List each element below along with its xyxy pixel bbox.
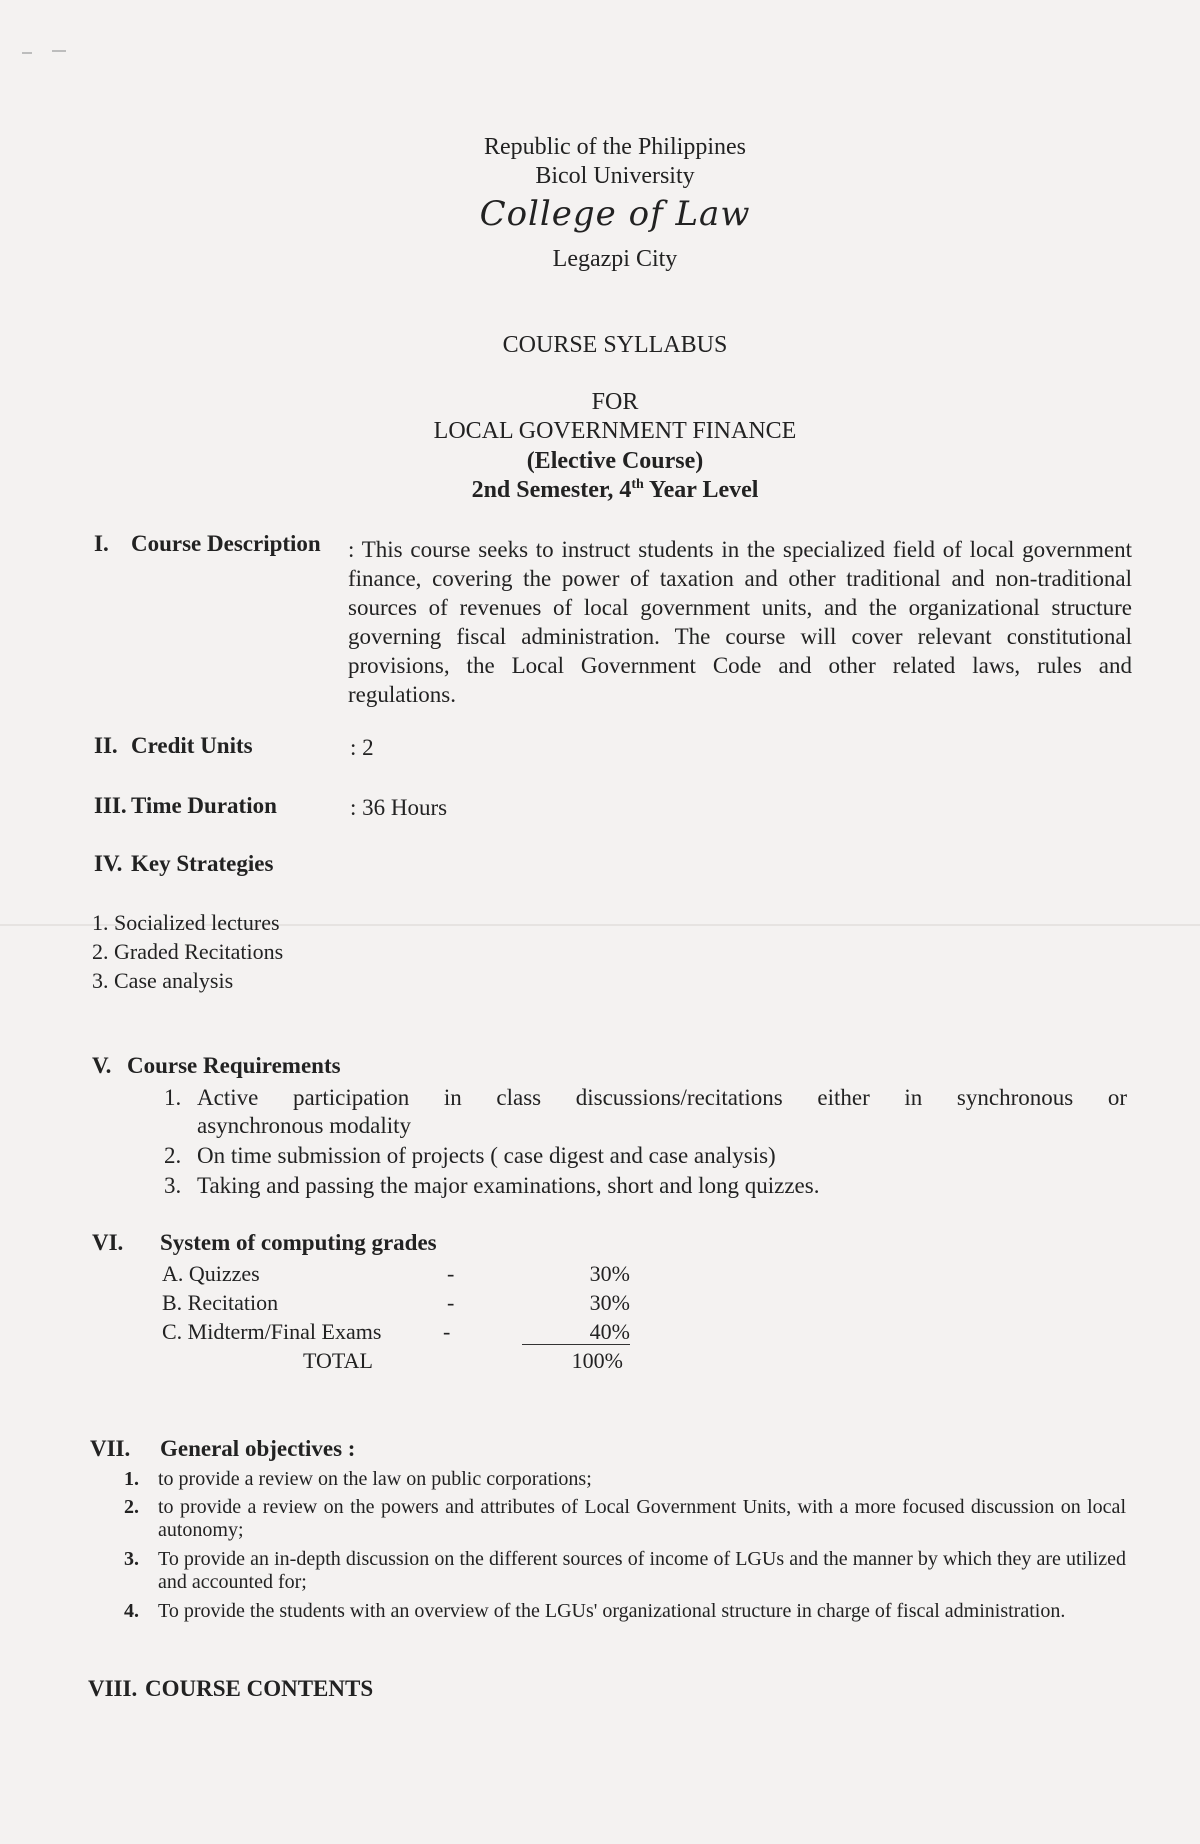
scan-speck bbox=[22, 52, 32, 54]
requirement-number: 3. bbox=[164, 1173, 182, 1198]
total-rule bbox=[522, 1344, 630, 1345]
section-number: III. bbox=[94, 793, 127, 818]
objective-text: to provide a review on the law on public corporations; bbox=[158, 1468, 592, 1490]
section-label-duration: Time Duration bbox=[131, 793, 277, 818]
section-number: I. bbox=[94, 531, 109, 556]
course-description-text: : This course seeks to instruct students in the specialized field of local government finance, covering the power of taxation and other traditional and non-traditional sources of revenues of local government units, and the organizational structure governing fiscal administration. The course will cover relevant constitutional provisions, the Local Government Code and other related laws, rules and regulations. bbox=[348, 537, 1132, 707]
grade-row-dash: - bbox=[447, 1261, 455, 1286]
grade-row-dash: - bbox=[447, 1290, 455, 1315]
section-label-objectives: General objectives : bbox=[160, 1436, 356, 1461]
title-for: FOR bbox=[591, 389, 639, 415]
header-college: College of Law bbox=[479, 194, 751, 234]
title-course-name: LOCAL GOVERNMENT FINANCE bbox=[433, 418, 797, 444]
section-label-requirements: Course Requirements bbox=[127, 1053, 341, 1078]
objective-number: 1. bbox=[124, 1468, 139, 1490]
strategy-item: 3. Case analysis bbox=[92, 968, 234, 993]
grade-total-value: 100% bbox=[571, 1348, 623, 1373]
requirement-text: Taking and passing the major examinations, short and long quizzes. bbox=[197, 1173, 820, 1198]
section-number: VII. bbox=[90, 1436, 131, 1461]
title-semester: 2nd Semester, 4th Year Level bbox=[471, 477, 759, 503]
section-number: VI. bbox=[92, 1230, 124, 1255]
section-label-description: Course Description bbox=[131, 531, 321, 556]
header-university: Bicol University bbox=[535, 163, 695, 189]
objective-number: 4. bbox=[124, 1600, 139, 1622]
grade-row-value: 40% bbox=[589, 1319, 630, 1344]
requirement-text-continued: asynchronous modality bbox=[197, 1113, 411, 1138]
section-label-credit: Credit Units bbox=[131, 733, 253, 758]
strategy-item: 2. Graded Recitations bbox=[92, 939, 284, 964]
objective-text: to provide a review on the powers and attributes of Local Government Units, with a more focused discussion on local autonomy; bbox=[158, 1496, 1126, 1541]
grade-total-label: TOTAL bbox=[303, 1348, 373, 1373]
section-number: V. bbox=[92, 1053, 112, 1078]
header-city: Legazpi City bbox=[552, 246, 678, 272]
header-republic: Republic of the Philippines bbox=[484, 134, 746, 160]
scan-speck bbox=[52, 50, 66, 52]
title-course-syllabus: COURSE SYLLABUS bbox=[502, 332, 728, 358]
objective-text: To provide an in-depth discussion on the different sources of income of LGUs and the manner by which they are utilized and accounted for; bbox=[158, 1548, 1126, 1593]
requirement-number: 2. bbox=[164, 1143, 182, 1168]
requirement-text: On time submission of projects ( case digest and case analysis) bbox=[197, 1143, 776, 1168]
grade-row-value: 30% bbox=[589, 1261, 630, 1286]
section-number: IV. bbox=[94, 851, 123, 876]
section-number: VIII. bbox=[88, 1676, 138, 1701]
requirement-number: 1. bbox=[164, 1085, 182, 1110]
title-elective: (Elective Course) bbox=[526, 448, 704, 474]
objective-number: 2. bbox=[124, 1496, 139, 1518]
requirement-text: Active participation in class discussions/recitations either in synchronous or bbox=[197, 1085, 1127, 1110]
grade-row-dash: - bbox=[443, 1319, 451, 1344]
section-label-strategies: Key Strategies bbox=[131, 851, 274, 876]
grade-row-value: 30% bbox=[589, 1290, 630, 1315]
grade-row-label: A. Quizzes bbox=[162, 1261, 260, 1286]
credit-units-value: : 2 bbox=[350, 735, 374, 760]
time-duration-value: : 36 Hours bbox=[350, 795, 448, 820]
section-label-grades: System of computing grades bbox=[160, 1230, 437, 1255]
grade-row-label: B. Recitation bbox=[162, 1290, 279, 1315]
objective-number: 3. bbox=[124, 1548, 139, 1570]
objective-text: To provide the students with an overview of the LGUs' organizational structure in charge of fiscal administration. bbox=[158, 1600, 1066, 1622]
strategy-item: 1. Socialized lectures bbox=[92, 910, 280, 935]
grade-row-label: C. Midterm/Final Exams bbox=[162, 1319, 382, 1344]
section-label-contents: COURSE CONTENTS bbox=[145, 1676, 374, 1701]
section-number: II. bbox=[94, 733, 118, 758]
